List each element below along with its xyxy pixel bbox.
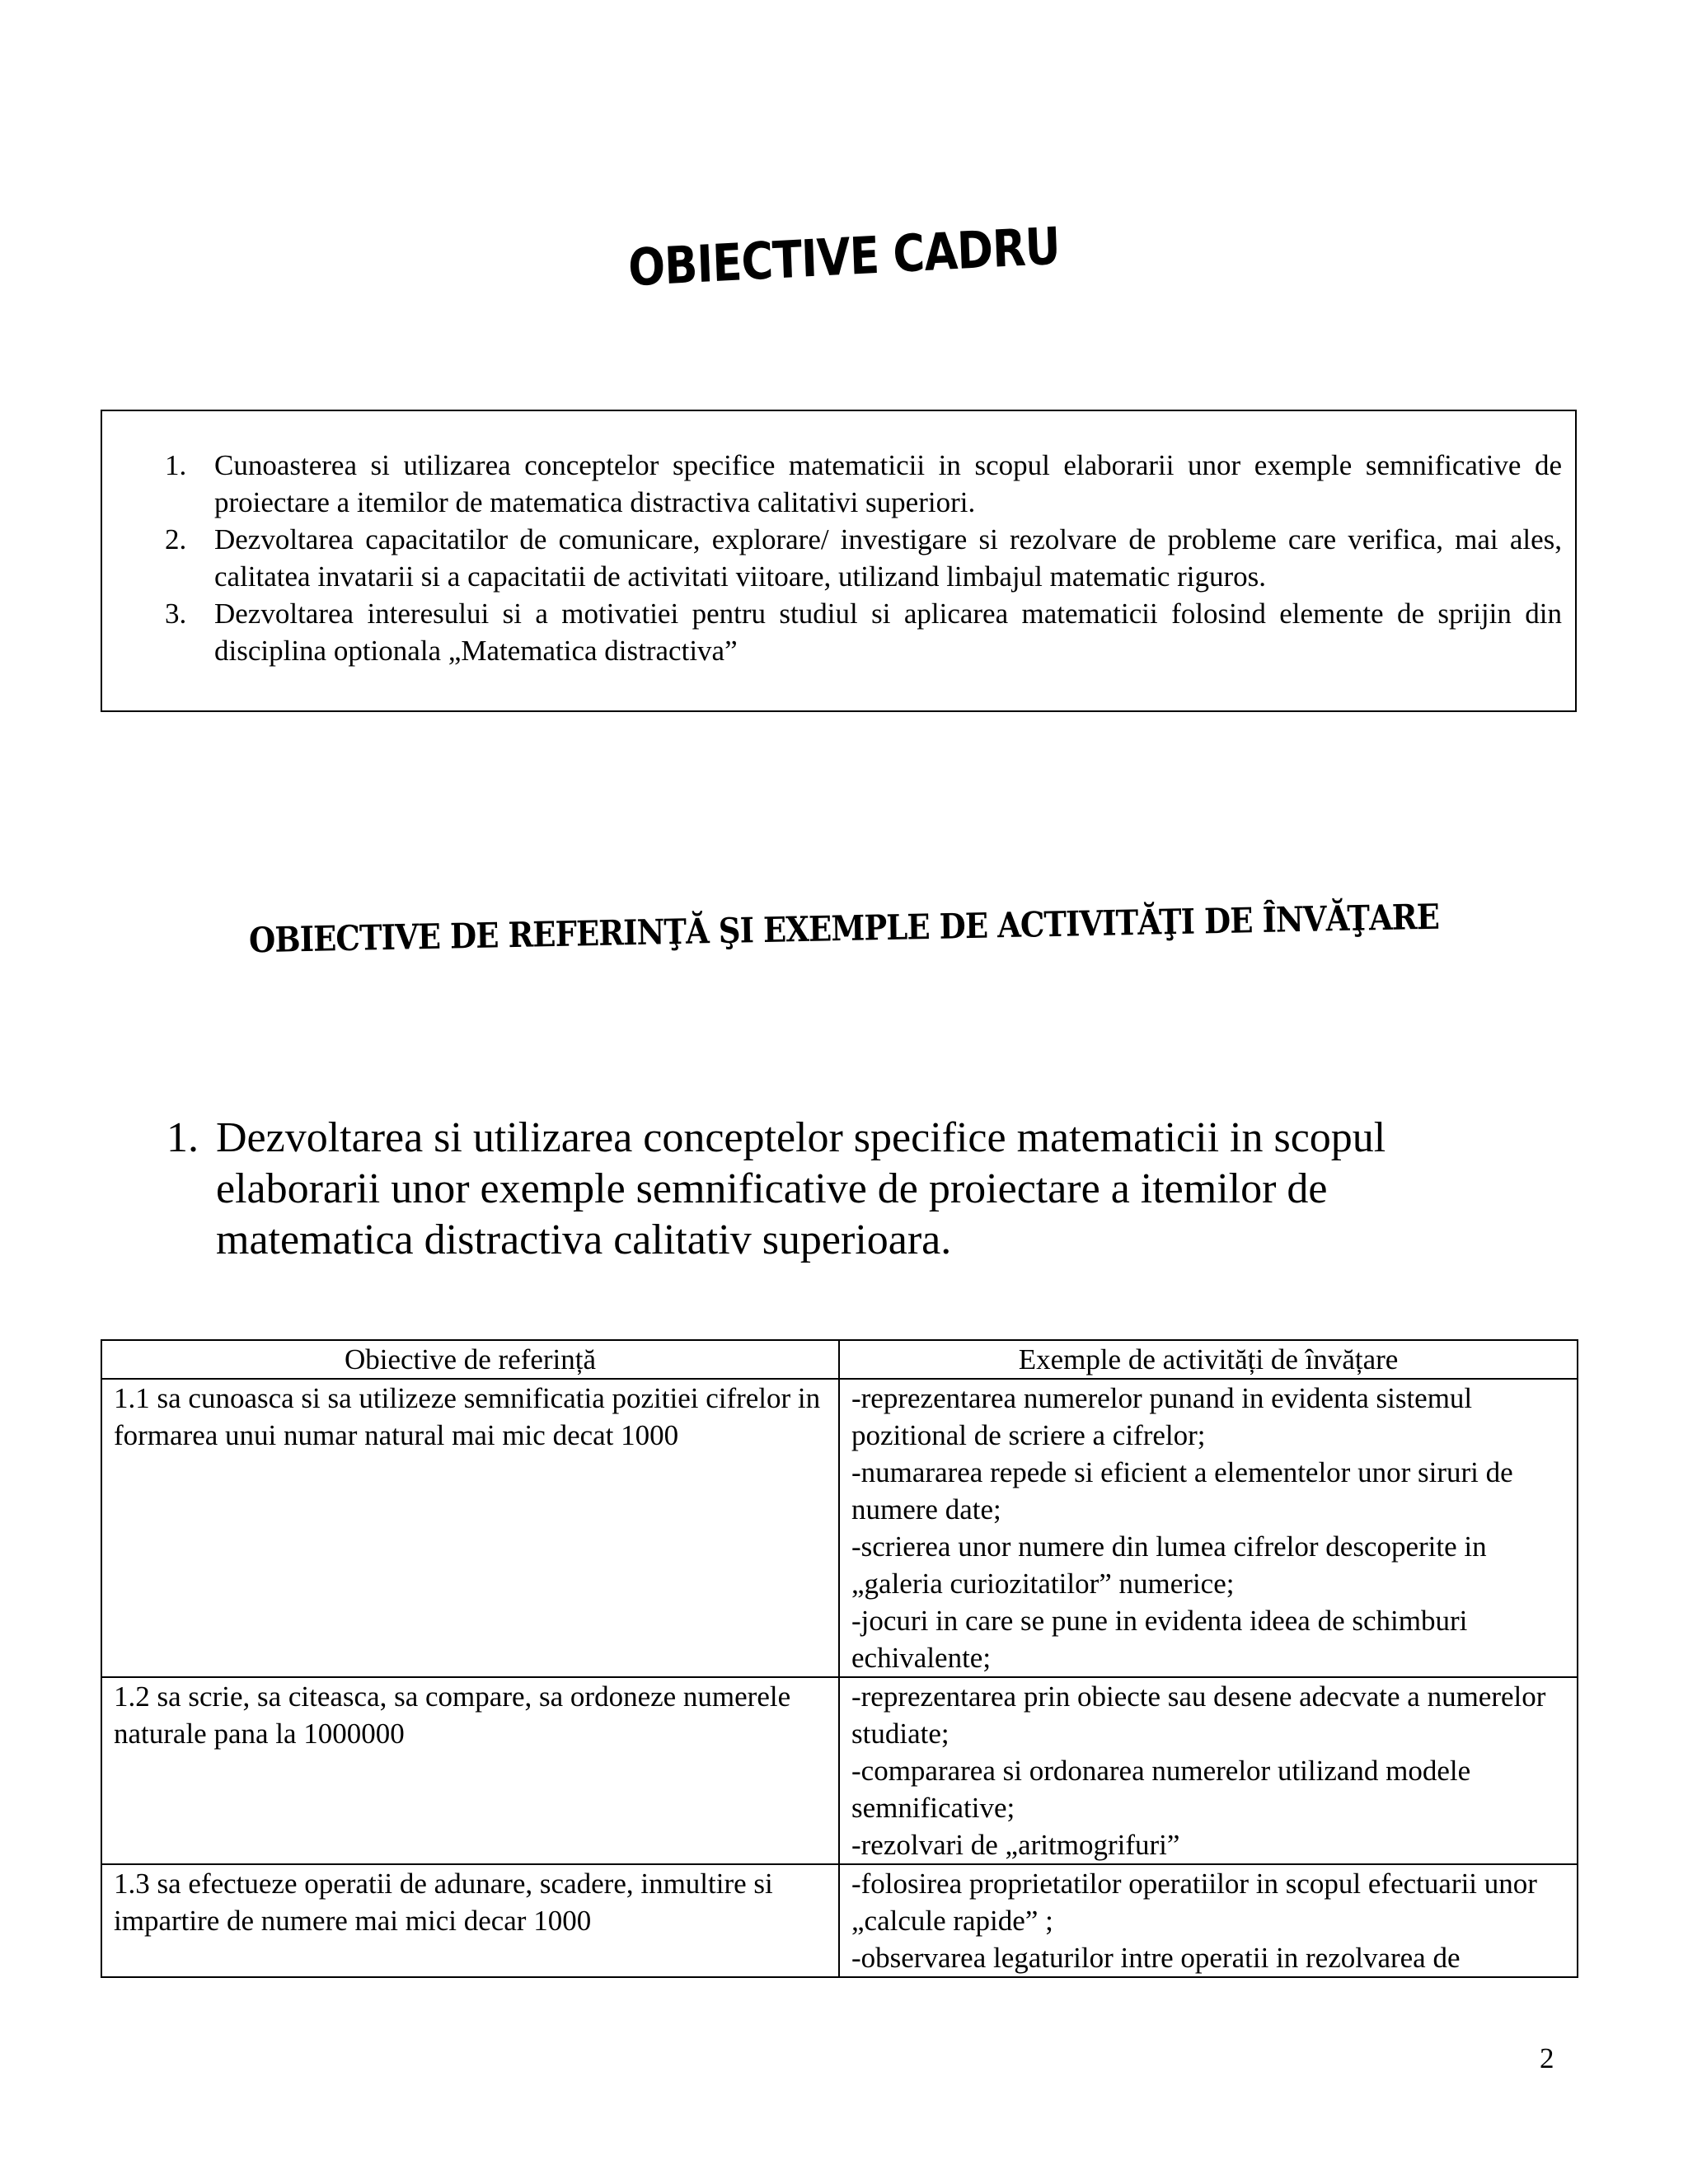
activity-item: -folosirea proprietatilor operatiilor in scopul efectuarii unor „calcule rapide” ; bbox=[851, 1868, 1537, 1937]
table-header-objectives: Obiective de referință bbox=[101, 1340, 839, 1379]
section-heading-number: 1. bbox=[166, 1114, 199, 1161]
section-heading bbox=[166, 1113, 1452, 1266]
framework-objective-1 bbox=[214, 447, 1562, 521]
framework-objective-3-text: Dezvoltarea interesului si a motivatiei pentru studiul si aplicarea matematicii folosind elemente de sprijin din disciplina optionala „Matematica distractiva” bbox=[214, 598, 1562, 667]
table-cell-objective: 1.1 sa cunoasca si sa utilizeze semnificatia pozitiei cifrelor in formarea unui numar natural mai mic decat 1000 bbox=[101, 1379, 839, 1677]
activity-item: -compararea si ordonarea numerelor utilizand modele semnificative; bbox=[851, 1755, 1471, 1824]
activity-item: -reprezentarea numerelor punand in evidenta sistemul pozitional de scriere a cifrelor; bbox=[851, 1382, 1473, 1451]
page-number: 2 bbox=[1540, 2042, 1554, 2074]
table-row bbox=[101, 1864, 1578, 1977]
table-cell-activities bbox=[839, 1379, 1578, 1677]
activity-item: -scrierea unor numere din lumea cifrelor descoperite in „galeria curiozitatilor” numerice; bbox=[851, 1530, 1487, 1600]
framework-objective-1-text: Cunoasterea si utilizarea conceptelor specifice matematicii in scopul elaborarii unor exemple semnificative de proiectare a itemilor de matematica distractiva calitativi superiori. bbox=[214, 449, 1562, 518]
page-title: OBIECTIVE CADRU bbox=[627, 215, 1061, 298]
table-header-activities: Exemple de activități de învățare bbox=[839, 1340, 1578, 1379]
activity-item: -rezolvari de „aritmogrifuri” bbox=[851, 1829, 1180, 1861]
activity-item: -numararea repede si eficient a elementelor unor siruri de numere date; bbox=[851, 1456, 1513, 1526]
framework-objective-2-text: Dezvoltarea capacitatilor de comunicare, explorare/ investigare si rezolvare de probleme care verifica, mai ales, calitatea invatarii si a capacitatii de activitati viitoare, utilizand limbajul matematic riguros. bbox=[214, 523, 1562, 593]
activity-item: -reprezentarea prin obiecte sau desene adecvate a numerelor studiate; bbox=[851, 1680, 1546, 1750]
reference-objectives-table bbox=[101, 1339, 1578, 1978]
table-header-row bbox=[101, 1340, 1578, 1379]
table-cell-objective: 1.2 sa scrie, sa citeasca, sa compare, sa ordoneze numerele naturale pana la 1000000 bbox=[101, 1677, 839, 1864]
table-row bbox=[101, 1677, 1578, 1864]
framework-objective-2 bbox=[214, 521, 1562, 595]
framework-objective-3 bbox=[214, 595, 1562, 669]
table-cell-activities bbox=[839, 1864, 1578, 1977]
framework-objectives-list bbox=[214, 447, 1562, 669]
section-heading-text: Dezvoltarea si utilizarea conceptelor specifice matematicii in scopul elaborarii unor exemple semnificative de proiectare a itemilor de matematica distractiva calitativ superioara. bbox=[216, 1114, 1386, 1263]
table-row bbox=[101, 1379, 1578, 1677]
activity-item: -observarea legaturilor intre operatii in rezolvarea de bbox=[851, 1942, 1461, 1974]
section-subtitle: OBIECTIVE DE REFERINŢĂ ŞI EXEMPLE DE ACTIVITĂŢI DE ÎNVĂŢARE bbox=[248, 896, 1440, 961]
table-cell-activities bbox=[839, 1677, 1578, 1864]
table-cell-objective: 1.3 sa efectueze operatii de adunare, scadere, inmultire si impartire de numere mai mici decar 1000 bbox=[101, 1864, 839, 1977]
activity-item: -jocuri in care se pune in evidenta ideea de schimburi echivalente; bbox=[851, 1605, 1468, 1674]
